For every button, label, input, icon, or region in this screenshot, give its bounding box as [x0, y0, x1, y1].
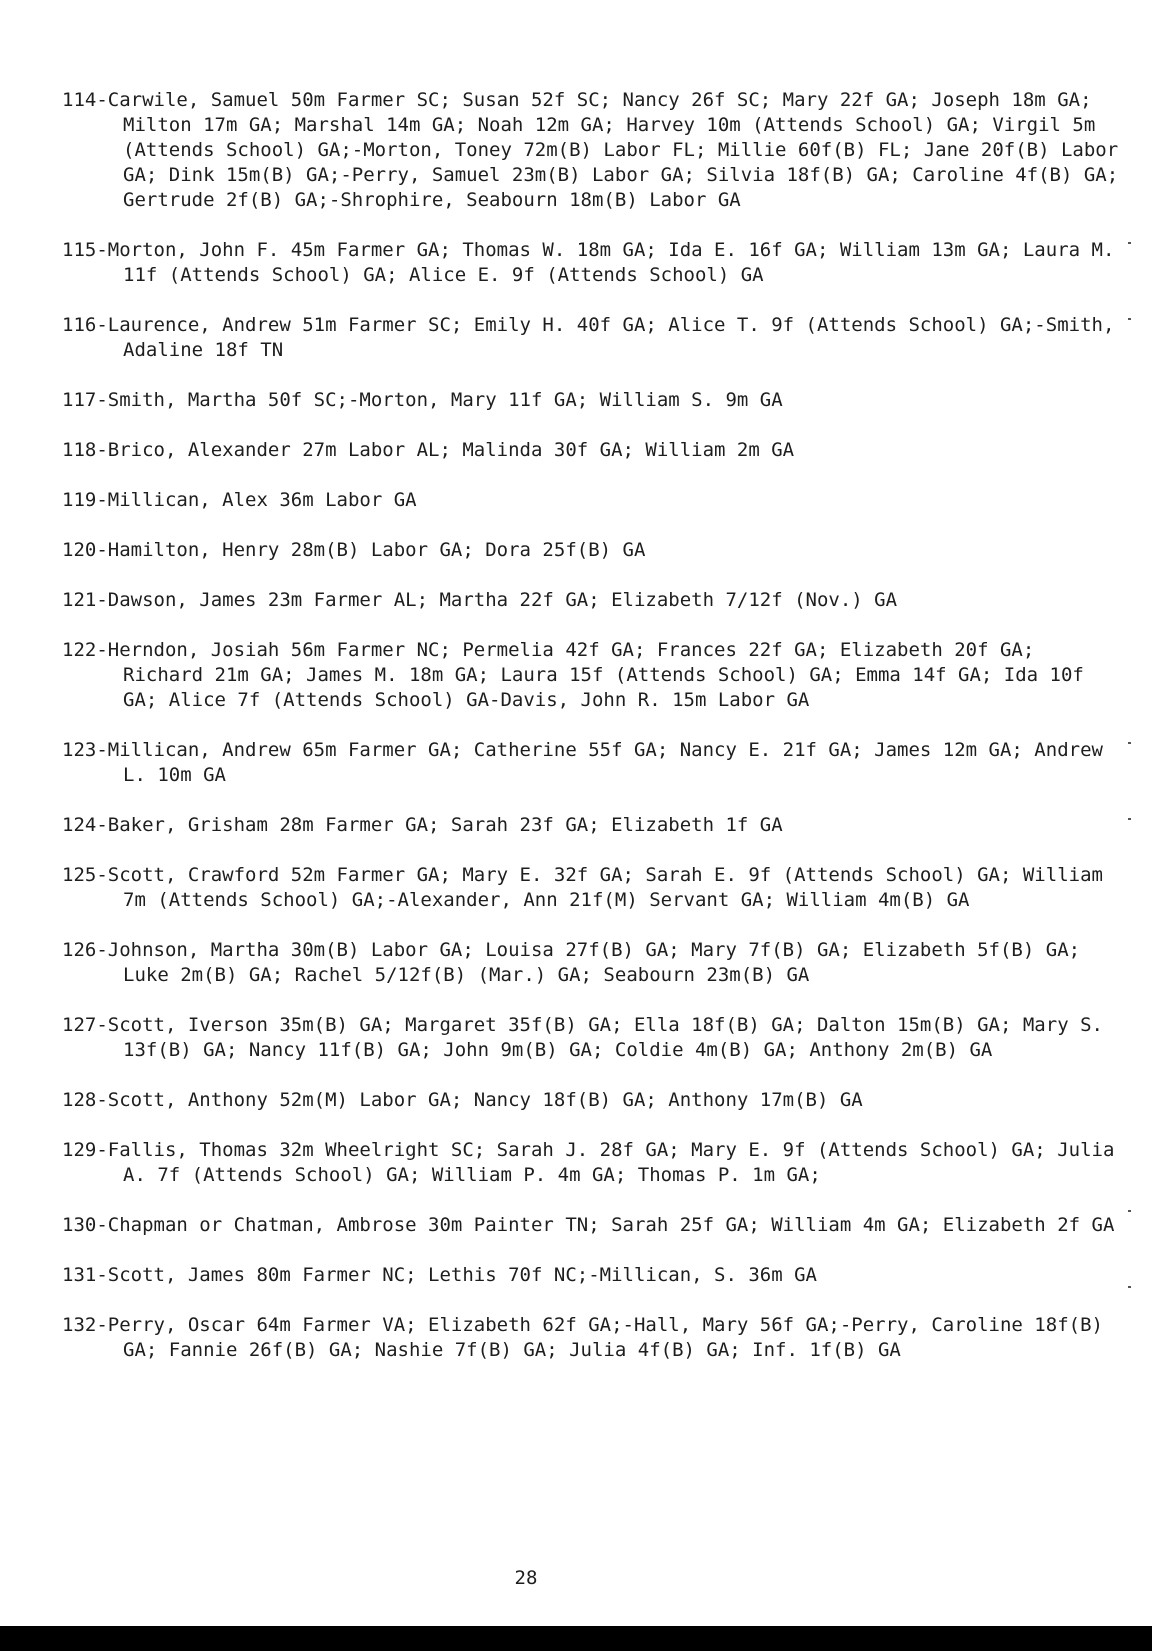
scan-speck — [1128, 742, 1131, 744]
entry-131: 131-Scott, James 80m Farmer NC; Lethis 70f NC;-Millican, S. 36m GA — [62, 1264, 817, 1286]
entry-119: 119-Millican, Alex 36m Labor GA — [62, 489, 417, 511]
census-entries — [62, 88, 1122, 1363]
entry-116: 116-Laurence, Andrew 51m Farmer SC; Emily H. 40f GA; Alice T. 9f (Attends School) GA;-Smith, Adaline 18f TN — [62, 314, 1115, 361]
scan-speck — [1128, 1286, 1131, 1288]
scan-bottom-edge — [0, 1626, 1152, 1651]
entry-128: 128-Scott, Anthony 52m(M) Labor GA; Nancy 18f(B) GA; Anthony 17m(B) GA — [62, 1089, 863, 1111]
entry-120: 120-Hamilton, Henry 28m(B) Labor GA; Dora 25f(B) GA — [62, 539, 646, 561]
entry-132: 132-Perry, Oscar 64m Farmer VA; Elizabeth 62f GA;-Hall, Mary 56f GA;-Perry, Caroline 18f(B) GA; Fannie 26f(B) GA; Nashie 7f(B) GA; Julia 4f(B) GA; Inf. 1f(B) GA — [62, 1314, 1103, 1361]
entry-117: 117-Smith, Martha 50f SC;-Morton, Mary 11f GA; William S. 9m GA — [62, 389, 783, 411]
entry-122: 122-Herndon, Josiah 56m Farmer NC; Permelia 42f GA; Frances 22f GA; Elizabeth 20f GA; Richard 21m GA; James M. 18m GA; Laura 15f (Attends School) GA; Emma 14f GA; Ida 10f GA; Alice 7f (Attends School) GA-Davis, John R. 15m Labor GA — [62, 639, 1084, 711]
entry-121: 121-Dawson, James 23m Farmer AL; Martha 22f GA; Elizabeth 7/12f (Nov.) GA — [62, 589, 898, 611]
entry-124: 124-Baker, Grisham 28m Farmer GA; Sarah 23f GA; Elizabeth 1f GA — [62, 814, 783, 836]
entry-130: 130-Chapman or Chatman, Ambrose 30m Painter TN; Sarah 25f GA; William 4m GA; Elizabeth 2f GA — [62, 1214, 1115, 1236]
entry-129: 129-Fallis, Thomas 32m Wheelright SC; Sarah J. 28f GA; Mary E. 9f (Attends School) GA; Julia A. 7f (Attends School) GA; William P. 4m GA; Thomas P. 1m GA; — [62, 1139, 1115, 1186]
entry-127: 127-Scott, Iverson 35m(B) GA; Margaret 35f(B) GA; Ella 18f(B) GA; Dalton 15m(B) GA; Mary S. 13f(B) GA; Nancy 11f(B) GA; John 9m(B) GA; Coldie 4m(B) GA; Anthony 2m(B) GA — [62, 1014, 1103, 1061]
scan-speck — [1128, 318, 1131, 320]
entry-126: 126-Johnson, Martha 30m(B) Labor GA; Louisa 27f(B) GA; Mary 7f(B) GA; Elizabeth 5f(B) GA; Luke 2m(B) GA; Rachel 5/12f(B) (Mar.) GA; Seabourn 23m(B) GA — [62, 939, 1081, 986]
entry-114: 114-Carwile, Samuel 50m Farmer SC; Susan 52f SC; Nancy 26f SC; Mary 22f GA; Joseph 18m GA; Milton 17m GA; Marshal 14m GA; Noah 12m GA; Harvey 10m (Attends School) GA; Virgil 5m (Attends School) GA;-Morton, Toney 72m(B) Labor FL; Millie 60f(B) FL; Jane 20f(B) Labor GA; Dink 15m(B) GA;-Perry, Samuel 23m(B) Labor GA; Silvia 18f(B) GA; Caroline 4f(B) GA; Gertrude 2f(B) GA;-Shrophire, Seabourn 18m(B) Labor GA — [62, 89, 1119, 211]
scan-speck — [1128, 1210, 1131, 1212]
entry-123: 123-Millican, Andrew 65m Farmer GA; Catherine 55f GA; Nancy E. 21f GA; James 12m GA; Andrew L. 10m GA — [62, 739, 1103, 786]
scan-speck — [1128, 818, 1131, 820]
page-number: 28 — [514, 1567, 538, 1589]
entry-125: 125-Scott, Crawford 52m Farmer GA; Mary E. 32f GA; Sarah E. 9f (Attends School) GA; William 7m (Attends School) GA;-Alexander, Ann 21f(M) Servant GA; William 4m(B) GA — [62, 864, 1103, 911]
entry-115: 115-Morton, John F. 45m Farmer GA; Thomas W. 18m GA; Ida E. 16f GA; William 13m GA; Laura M. 11f (Attends School) GA; Alice E. 9f (Attends School) GA — [62, 239, 1115, 286]
entry-118: 118-Brico, Alexander 27m Labor AL; Malinda 30f GA; William 2m GA — [62, 439, 795, 461]
scan-speck — [1128, 242, 1131, 244]
